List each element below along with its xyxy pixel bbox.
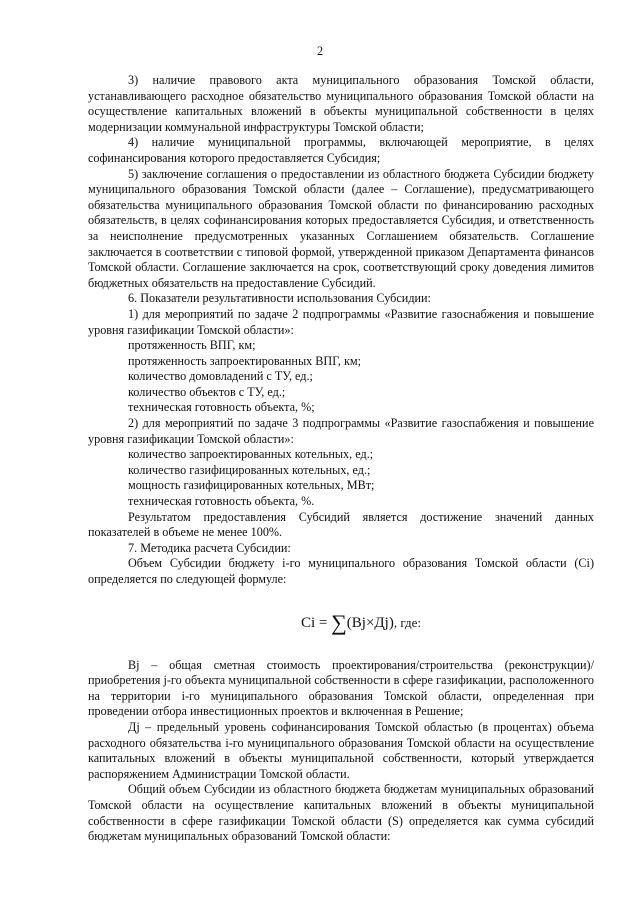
paragraph-dj-definition: Дj – предельный уровень софинансирования Томской областью (в процентах) объема расходного обязательства i-го муниципального образования Томской области на осуществление капитальных вложений в объекты муниципальной собственности, который утверждается распоряжением Администрации Томской области.: [88, 719, 594, 781]
indicator-list-item: техническая готовность объекта, %.: [128, 494, 315, 509]
indicator-list-item: количество домовладений с ТУ, ед.;: [128, 369, 313, 384]
paragraph-task-2-intro: 1) для мероприятий по задаче 2 подпрограммы «Развитие газоснабжения и повышение уровня газификации Томской области»:: [88, 306, 594, 337]
paragraph-condition-4: 4) наличие муниципальной программы, включающей мероприятие, в целях софинансирования которого предоставляется Субсидия;: [88, 135, 594, 165]
paragraph-section-6-heading: 6. Показатели результативности использования Субсидии:: [128, 291, 431, 306]
indicator-list-item: количество запроектированных котельных, ед.;: [128, 447, 374, 462]
indicator-list-item: протяженность запроектированных ВПГ, км;: [128, 353, 361, 368]
sum-symbol: ∑: [331, 609, 347, 635]
subsidy-formula: [128, 606, 594, 640]
paragraph-condition-3: 3) наличие правового акта муниципального образования Томской области, устанавливающего расходное обязательство муниципального образования Томской области на осуществление капитальных вложений в объекты муниципальной собственности в целях модернизации коммунальной инфраструктуры Томской области;: [88, 73, 594, 134]
paragraph-result: Результатом предоставления Субсидий является достижение значений данных показателей в объеме не менее 100%.: [88, 509, 594, 540]
document-body: [88, 73, 594, 845]
paragraph-bj-definition: Bj – общая сметная стоимость проектирования/строительства (реконструкции)/приобретения j-го объекта муниципальной собственности в сфере газификации, расположенного на территории i-го муниципального образования Томской области, определенная при проведении отбора инвестиционных проектов и включенная в Решение;: [88, 657, 594, 719]
formula-tail: , где:: [393, 614, 422, 630]
indicator-list-item: протяженность ВПГ, км;: [128, 338, 256, 353]
paragraph-condition-5: 5) заключение соглашения о предоставлении из областного бюджета Субсидии бюджету муниципального образования Томской области (далее – Соглашение), предусматривающего обязательства муниципального образования Томской области по финансированию расходных обязательств, в целях софинансирования которых предоставляется Субсидия, и ответственность за неисполнение предусмотренных указанных Соглашением обязательств. Соглашение заключается в соответствии с типовой формой, утвержденной приказом Департамента финансов Томской области. Соглашение заключается на срок, соответствующий сроку доведения лимитов бюджетных обязательств на предоставление Субсидий.: [88, 166, 594, 290]
formula-rhs: (Bj×Дj): [346, 614, 394, 631]
paragraph-total-subsidy: Общий объем Субсидии из областного бюджета бюджетам муниципальных образований Томской области на осуществление капитальных вложений в объекты муниципальной собственности в сфере газификации Томской области (S) определяется как сумма субсидий бюджетам муниципальных образований Томской области:: [88, 782, 594, 844]
indicator-list-item: количество газифицированных котельных, ед.;: [128, 462, 371, 477]
indicator-list-item: мощность газифицированных котельных, МВт;: [128, 478, 375, 493]
formula-lhs: Ci =: [300, 614, 332, 631]
indicator-list-item: техническая готовность объекта, %;: [128, 400, 315, 415]
paragraph-task-3-intro: 2) для мероприятий по задаче 3 подпрограммы «Развитие газоспабжения и повышение уровня газификации Томской области»:: [88, 416, 594, 446]
paragraph-section-7-heading: 7. Методика расчета Субсидии:: [128, 540, 291, 555]
paragraph-formula-intro: Объем Субсидии бюджету i-го муниципального образования Томской области (Ci) определяется по следующей формуле:: [88, 556, 594, 586]
page-number: 2: [316, 44, 324, 58]
indicator-list-item: количество объектов с ТУ, ед.;: [128, 384, 286, 399]
